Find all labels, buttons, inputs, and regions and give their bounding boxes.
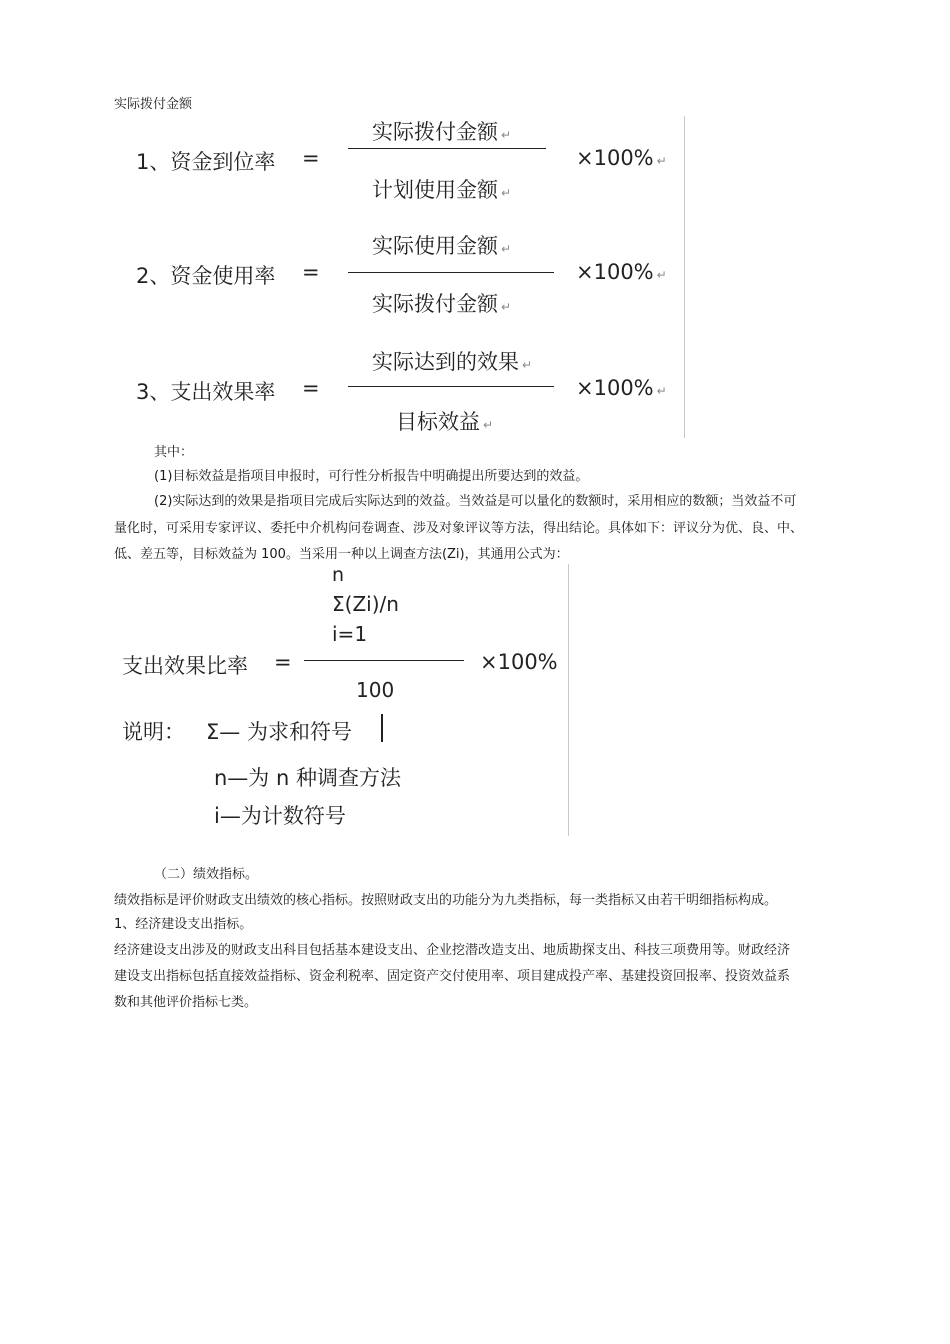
notes-item-2-line-1: (2)实际达到的效果是指项目完成后实际达到的效益。当效益是可以量化的数额时，采用相应的数额；当效益不可: [154, 494, 797, 509]
ratio-multiplier: ×100%: [480, 650, 558, 674]
text-cursor: [381, 714, 383, 742]
sum-expression: Σ(Zi)/n: [332, 592, 399, 616]
explain-i: i—为计数符号: [214, 804, 346, 828]
notes-item-1: (1)目标效益是指项目申报时，可行性分析报告中明确提出所要达到的效益。: [154, 469, 589, 484]
formula-3-denominator: 目标效益 ↵: [396, 410, 494, 434]
explain-n: n—为 n 种调查方法: [214, 766, 401, 790]
formula-2-denominator: 实际拨付金额 ↵: [372, 292, 512, 316]
ratio-denominator: 100: [356, 678, 395, 702]
formula-1-denominator: 计划使用金额 ↵: [372, 178, 512, 202]
formula-3-fraction-bar: [348, 386, 554, 387]
formula-2-equals: =: [302, 260, 320, 284]
formula-3-multiplier: ×100% ↵: [576, 376, 667, 400]
section-paragraph-2-line-1: 经济建设支出涉及的财政支出科目包括基本建设支出、企业挖潜改造支出、地质勘探支出、科技三项费用等。财政经济: [114, 943, 791, 958]
formula-2-multiplier: ×100% ↵: [576, 260, 667, 284]
explain-sigma: Σ— 为求和符号: [206, 720, 352, 744]
formula-2-label: 2、资金使用率: [136, 264, 276, 288]
notes-item-2-line-2: 量化时，可采用专家评议、委托中介机构问卷调查、涉及对象评议等方法，得出结论。具体如下：评议分为优、良、中、: [114, 521, 804, 536]
formula-1-multiplier: ×100% ↵: [576, 146, 667, 170]
formula-figure-1: [114, 116, 686, 438]
formula-1-numerator: 实际拨付金额 ↵: [372, 120, 512, 144]
sum-upper-limit: n: [332, 564, 345, 586]
formula-3-label: 3、支出效果率: [136, 380, 276, 404]
formula-2-numerator: 实际使用金额 ↵: [372, 234, 512, 258]
section-title: （二）绩效指标。: [154, 867, 259, 882]
section-paragraph-2-line-3: 数和其他评价指标七类。: [114, 995, 258, 1010]
formula-1-equals: =: [302, 146, 320, 170]
ratio-label: 支出效果比率: [122, 654, 248, 678]
section-paragraph-2-line-2: 建设支出指标包括直接效益指标、资金利税率、固定资产交付使用率、项目建成投产率、基建投资回报率、投资效益系: [114, 969, 791, 984]
formula-3-numerator: 实际达到的效果 ↵: [372, 350, 533, 374]
ratio-equals: =: [274, 650, 292, 674]
sum-lower-limit: i=1: [332, 622, 368, 646]
notes-heading: 其中：: [154, 445, 194, 460]
formula-2-fraction-bar: [348, 272, 554, 273]
formula-1-label: 1、资金到位率: [136, 150, 276, 174]
notes-item-2-line-3: 低、差五等，目标效益为 100。当采用一种以上调查方法(Zi)，其通用公式为：: [114, 547, 569, 562]
formula-figure-2: [114, 564, 570, 836]
explain-label: 说明：: [122, 720, 185, 744]
top-label: 实际拨付金额: [114, 97, 193, 112]
figure-border: [684, 116, 685, 438]
formula-1-fraction-bar: [348, 148, 546, 149]
section-paragraph-1: 绩效指标是评价财政支出绩效的核心指标。按照财政支出的功能分为九类指标，每一类指标又由若干明细指标构成。: [114, 893, 778, 908]
section-subheading-1: 1、经济建设支出指标。: [114, 917, 253, 932]
formula-3-equals: =: [302, 376, 320, 400]
ratio-fraction-bar: [304, 660, 464, 661]
figure-border: [568, 564, 569, 836]
